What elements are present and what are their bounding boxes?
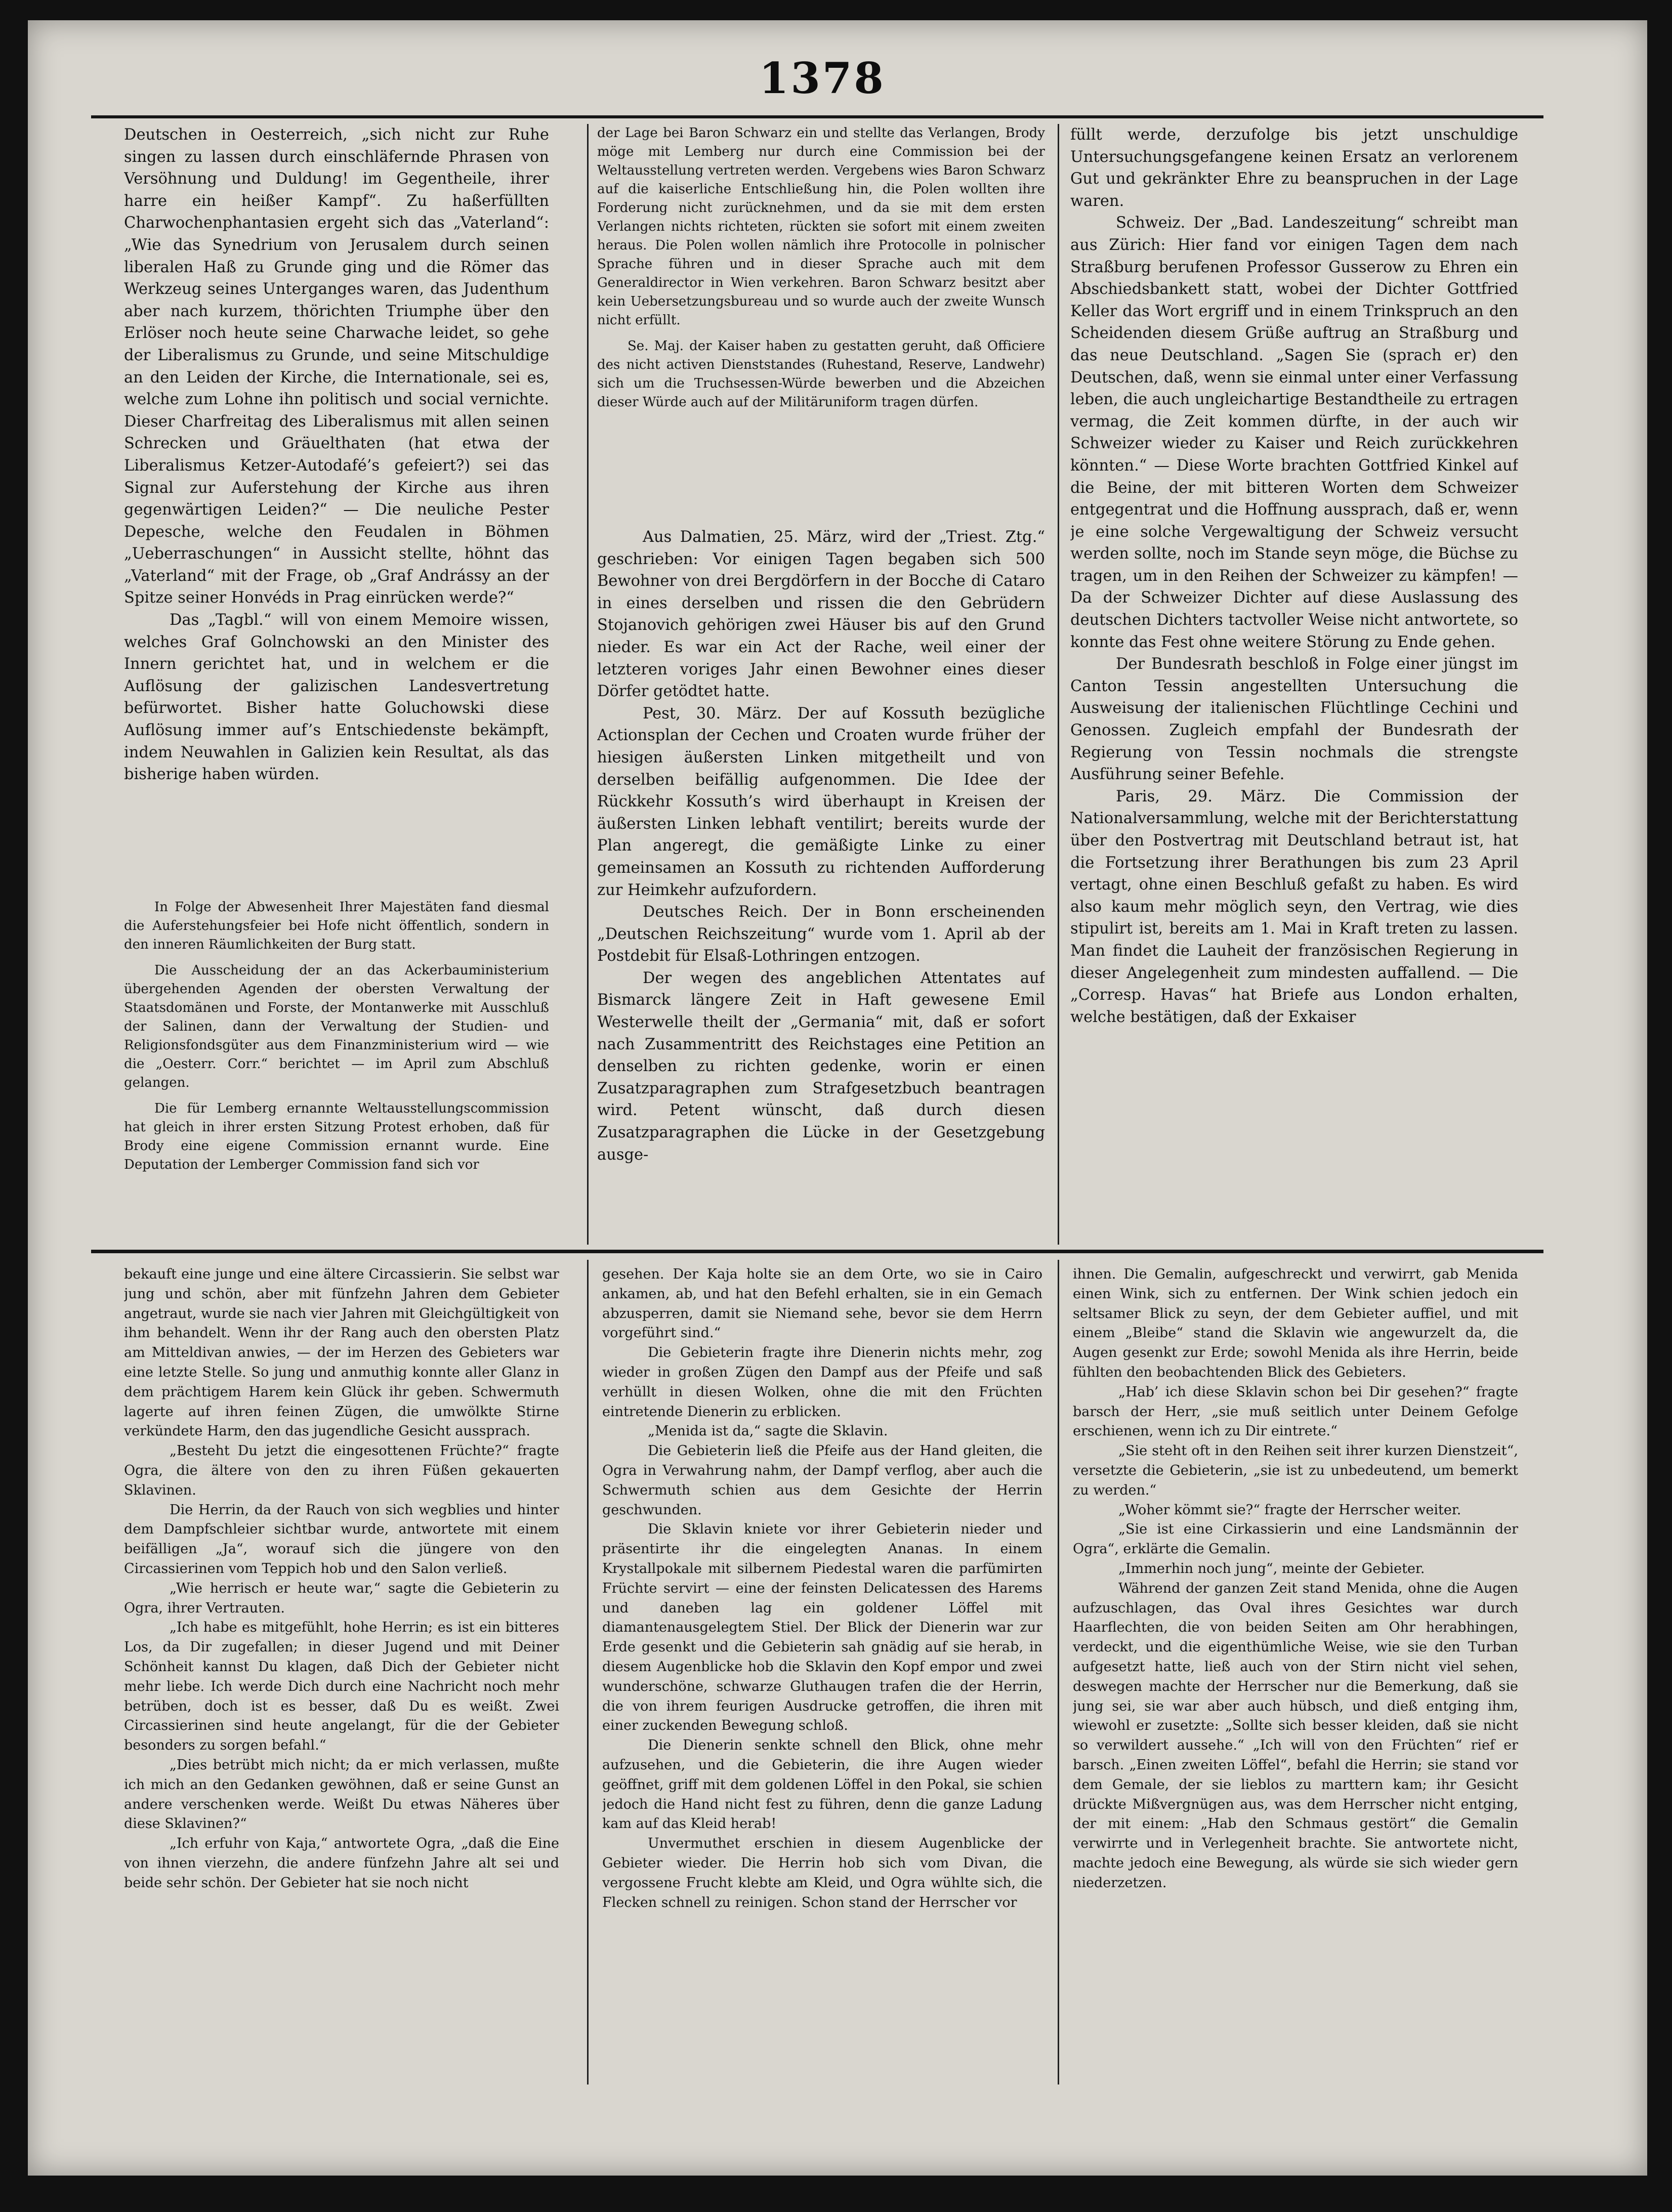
upper-column-2-notices	[597, 124, 1045, 536]
article-paragraph: füllt werde, derzufolge bis jetzt unschuldige Untersuchungsgefangene keinen Ersatz an verlorenem Gut und gekränkter Ehre zu beanspruchen in der Lage waren.	[1070, 126, 1518, 210]
upper-column-1-notices	[124, 898, 549, 1247]
upper-column-1	[124, 124, 549, 868]
feuilleton-rule	[91, 1250, 1543, 1253]
article-paragraph: Der Bundesrath beschloß in Folge einer jüngst im Canton Tessin angestellten Untersuchung die Ausweisung der italienischen Flüchtlinge Cechini und Genossen. Zugleich empfahl der Bundesrath der Regierung von Tessin nochmals die strengste Ausführung seiner Befehle.	[1070, 655, 1518, 784]
story-paragraph: Die Dienerin senkte schnell den Blick, ohne mehr aufzusehen, und die Gebieterin, die ihre Augen wieder geöffnet, griff mit dem goldenen Löffel in den Pokal, sie schien jedoch die Hand nicht fest zu führen, denn die ganze Ladung kam auf das Kleid herab!	[602, 1737, 1042, 1832]
story-paragraph: „Dies betrübt mich nicht; da er mich verlassen, mußte ich mich an den Gedanken gewöhnen, daß er seine Gunst an andere verschenken werde. Weißt Du etwas Näheres über diese Sklavinen?“	[124, 1757, 559, 1832]
column-divider	[587, 1260, 589, 2085]
story-paragraph: gesehen. Der Kaja holte sie an dem Orte, wo sie in Cairo ankamen, ab, und hat den Befehl erhalten, sie in ein Gemach abzusperren, damit sie Niemand sehe, bevor sie dem Herrn vorgeführt sind.“	[602, 1266, 1042, 1341]
article-paragraph: Deutschen in Oesterreich, „sich nicht zur Ruhe singen zu lassen durch einschläfernde Phrasen von Versöhnung und Duldung! im Gegentheile, ihrer harre ein heißer Kampf“. Zu haßerfüllten Charwochenphantasien ergeht sich das „Vaterland“: „Wie das Synedrium von Jerusalem durch seinen liberalen Haß zu Grunde ging und die Römer das Werkzeug seines Unterganges waren, das Judenthum aber nach kurzem, thörichten Triumphe über den Erlöser noch heute seine Charwache leidet, so gehe der Liberalismus zu Grunde, und seine Mitschuldige an den Leiden der Kirche, die Internationale, sei es, welche zum Lohne ihn politisch und social vernichte. Dieser Charfreitag des Liberalismus mit allen seinen Schrecken und Gräuelthaten (hat etwa der Liberalismus Ketzer-Autodafé’s gefeiert?) sei das Signal zur Auferstehung der Kirche aus ihren gegenwärtigen Leiden?“ — Die neuliche Pester Depesche, welche den Feudalen in Böhmen „Ueberraschungen“ in Aussicht stellte, höhnt das „Vaterland“ mit der Frage, ob „Graf Andrássy an der Spitze seiner Honvéds in Prag einrücken werde?“	[124, 126, 549, 607]
story-paragraph: „Woher kömmt sie?“ fragte der Herrscher weiter.	[1118, 1502, 1461, 1518]
header-rule	[91, 115, 1543, 118]
story-paragraph: Die Herrin, da der Rauch von sich wegblies und hinter dem Dampfschleier sichtbar wurde, antwortete mit einem beifälligen „Ja“, worauf sich die jüngere von den Circassierinen vom Teppich hob und den Salon verließ.	[124, 1502, 559, 1577]
story-paragraph: „Hab’ ich diese Sklavin schon bei Dir gesehen?“ fragte barsch der Herr, „sie muß seitlich unter Deinem Gefolge erschienen, wenn ich zu Dir eintrete.“	[1073, 1384, 1518, 1439]
upper-column-3	[1070, 124, 1518, 1247]
notice-paragraph: In Folge der Abwesenheit Ihrer Majestäten fand diesmal die Auferstehungsfeier bei Hofe nicht öffentlich, sondern in den inneren Räumlichkeiten der Burg statt.	[124, 900, 549, 952]
article-paragraph: Paris, 29. März. Die Commission der Nationalversammlung, welche mit der Berichterstattung über den Postvertrag mit Deutschland betraut ist, hat die Fortsetzung ihrer Berathungen bis zum 23 April vertagt, ohne einen Beschluß gefaßt zu haben. Es wird also kaum mehr möglich seyn, den Vertrag, wie dies stipulirt ist, bereits am 1. Mai in Kraft treten zu lassen. Man findet die Lauheit der französischen Regierung in dieser Angelegenheit zum mindesten auffallend. — Die „Corresp. Havas“ hat Briefe aus London erhalten, welche bestätigen, daß der Exkaiser	[1070, 787, 1518, 1026]
upper-column-2	[597, 526, 1045, 1247]
story-paragraph: Die Gebieterin fragte ihre Dienerin nichts mehr, zog wieder in großen Zügen den Dampf aus der Pfeife und saß verhüllt in diesen Wolken, ohne die mit den Früchten eintretende Dienerin zu erblicken.	[602, 1345, 1042, 1420]
column-divider	[1058, 124, 1059, 1245]
story-paragraph: „Ich habe es mitgefühlt, hohe Herrin; es ist ein bitteres Los, da Dir zugefallen; in dieser Jugend und mit Deiner Schönheit kannst Du klagen, daß Dich der Gebieter nicht mehr liebe. Ich werde Dich durch eine Nachricht noch mehr betrüben, doch ist es besser, daß Du es weißt. Zwei Circassierinen sind heute angelangt, für die der Gebieter besonders zu sorgen befahl.“	[124, 1620, 559, 1754]
story-paragraph: „Besteht Du jetzt die eingesottenen Früchte?“ fragte Ogra, die ältere von den zu ihren Füßen gekauerten Sklavinen.	[124, 1443, 559, 1498]
story-paragraph: „Ich erfuhr von Kaja,“ antwortete Ogra, „daß die Eine von ihnen vierzehn, die andere fünfzehn Jahre alt sei und beide sehr schön. Der Gebieter hat sie noch nicht	[124, 1836, 559, 1891]
story-paragraph: Während der ganzen Zeit stand Menida, ohne die Augen aufzuschlagen, das Oval ihres Gesichtes war durch Haarflechten, die von beiden Seiten am Ohr herabhingen, verdeckt, und die eigenthümliche Weise, wie sie den Turban aufgesetzt hatte, ließ auch von der Stirn nicht viel sehen, deswegen machte der Herrscher nur die Bemerkung, daß sie jung sei, sie war aber auch hübsch, und dieß entging ihm, wiewohl er zusetzte: „Sollte sich besser kleiden, daß sie nicht so verwildert aussehe.“ „Ich will von den Früchten“ rief er barsch. „Einen zweiten Löffel“, befahl die Herrin; sie stand vor dem Gemale, der sie lieblos zu marttern kam; ihr Gesicht drückte Mißvergnügen aus, was dem Herrscher nicht entging, der mit einem: „Hab den Schmaus gestört“ die Gemalin verwirrte und in Verlegenheit brachte. Sie antwortete nicht, machte jedoch eine Bewegung, als würde sie sich wieder gern niederzetzen.	[1073, 1580, 1518, 1891]
story-paragraph: „Wie herrisch er heute war,“ sagte die Gebieterin zu Ogra, ihrer Vertrauten.	[124, 1580, 559, 1616]
column-divider	[587, 124, 589, 1245]
story-paragraph: „Menida ist da,“ sagte die Sklavin.	[648, 1423, 888, 1439]
article-paragraph: Das „Tagbl.“ will von einem Memoire wissen, welches Graf Golnchowski an den Minister des Innern gerichtet hat, und in welchem er die Auflösung der galizischen Landesvertretung befürwortet. Bisher hatte Goluchowski diese Auflösung immer auf’s Entschiedenste bekämpft, indem Neuwahlen in Galizien kein Resultat, als das bisherige haben würden.	[124, 611, 549, 784]
lower-column-1	[124, 1265, 559, 2115]
notice-paragraph: Die für Lemberg ernannte Weltausstellungscommission hat gleich in ihrer ersten Sitzung Protest erhoben, daß für Brody eine eigene Commission ernannt wurde. Eine Deputation der Lemberger Commission fand sich vor	[124, 1101, 549, 1172]
story-paragraph: „Sie steht oft in den Reihen seit ihrer kurzen Dienstzeit“, versetzte die Gebieterin, „sie ist zu unbedeutend, um bemerkt zu werden.“	[1073, 1443, 1518, 1498]
article-paragraph: Pest, 30. März. Der auf Kossuth bezügliche Actionsplan der Cechen und Croaten wurde früher der hiesigen äußersten Linken mitgetheilt und von derselben beifällig aufgenommen. Die Idee der Rückkehr Kossuth’s wird überhaupt in Kreisen der äußersten Linken lebhaft ventilirt; bereits wurde der Plan angeregt, die gemäßigte Linke zu einer gemeinsamen an Kossuth zu richtenden Aufforderung zur Heimkehr aufzufordern.	[597, 704, 1045, 899]
story-paragraph: ihnen. Die Gemalin, aufgeschreckt und verwirrt, gab Menida einen Wink, sich zu entfernen. Der Wink schien jedoch ein seltsamer Blick zu seyn, der dem Gebieter auffiel, und mit einem „Bleibe“ stand die Sklavin wie angewurzelt da, die Augen gesenkt zur Erde; sowohl Menida als ihre Herrin, beide fühlten den beobachtenden Blick des Gebieters.	[1073, 1266, 1518, 1380]
notice-paragraph: der Lage bei Baron Schwarz ein und stellte das Verlangen, Brody möge mit Lemberg nur durch eine Commission bei der Weltausstellung vertreten werden. Vergebens wies Baron Schwarz auf die kaiserliche Entschließung hin, die Polen wollten ihre Forderung nicht zurücknehmen, und da sie mit dem ersten Verlangen nichts richteten, rückten sie sofort mit einem zweiten heraus. Die Polen wollen nämlich ihre Protocolle in polnischer Sprache führen und in dieser Sprache auch mit dem Generaldirector in Wien verkehren. Baron Schwarz besitzt aber kein Uebersetzungsbureau und so wurde auch der zweite Wunsch nicht erfüllt.	[597, 125, 1045, 328]
notice-paragraph: Die Ausscheidung der an das Ackerbauministerium übergehenden Agenden der obersten Verwaltung der Staatsdomänen und Forste, der Montanwerke mit Ausschluß der Salinen, dann der Verwaltung der Studien- und Religionsfondsgüter aus dem Finanzministerium wird — wie die „Oesterr. Corr.“ berichtet — im April zum Abschluß gelangen.	[124, 963, 549, 1090]
notice-paragraph: Se. Maj. der Kaiser haben zu gestatten geruht, daß Officiere des nicht activen Dienststandes (Ruhestand, Reserve, Landwehr) sich um die Truchsessen-Würde bewerben und die Abzeichen dieser Würde auch auf der Militäruniform tragen dürfen.	[597, 338, 1045, 410]
story-paragraph: bekauft eine junge und eine ältere Circassierin. Sie selbst war jung und schön, aber mit fünfzehn Jahren dem Gebieter angetraut, wurde sie nach vier Jahren mit Gleichgültigkeit von ihm behandelt. Wenn ihr der Rang auch den obersten Platz am Mitteldivan anwies, — der im Herzen des Gebieters war eine letzte Stelle. So jung und anmuthig konnte aller Glanz in dem prächtigem Harem kein Glück ihr geben. Schwermuth lagerte auf ihren feinen Zügen, die umwölkte Stirne verkündete Harm, den das jugendliche Gesicht aussprach.	[124, 1266, 559, 1439]
lower-column-3	[1073, 1265, 1518, 2115]
column-divider	[1058, 1260, 1059, 2085]
page-number: 1378	[759, 53, 886, 103]
story-paragraph: „Immerhin noch jung“, meinte der Gebieter.	[1118, 1560, 1425, 1577]
article-paragraph: Der wegen des angeblichen Attentates auf Bismarck längere Zeit in Haft gewesene Emil Westerwelle theilt der „Germania“ mit, daß er sofort nach Zusammentritt des Reichstages eine Petition an denselben zu richten gedenke, worin er einen Zusatzparagraphen zum Strafgesetzbuch beantragen wird. Petent wünscht, daß durch diesen Zusatzparagraphen die Lücke in der Gesetzgebung ausge-	[597, 969, 1045, 1164]
story-paragraph: Die Sklavin kniete vor ihrer Gebieterin nieder und präsentirte ihr die eingelegten Ananas. In einem Krystallpokale mit silbernem Piedestal waren die parfümirten Früchte servirt — eine der feinsten Delicatessen des Harems und daneben lag ein goldener Löffel mit diamantenausgelegtem Stiel. Der Blick der Dienerin war zur Erde gesenkt und die Gebieterin sah gnädig auf sie herab, in diesem Augenblicke hob die Sklavin den Kopf empor und zwei wunderschöne, schwarze Gluthaugen trafen die der Herrin, die von ihrem feurigen Ausdrucke getroffen, die ihren mit einer zuckenden Bewegung schloß.	[602, 1521, 1042, 1734]
story-paragraph: Die Gebieterin ließ die Pfeife aus der Hand gleiten, die Ogra in Verwahrung nahm, der Dampf verflog, aber auch die Schwermuth schien aus dem Gesichte der Herrin geschwunden.	[602, 1443, 1042, 1518]
article-paragraph: Deutsches Reich. Der in Bonn erscheinenden „Deutschen Reichszeitung“ wurde vom 1. April ab der Postdebit für Elsaß-Lothringen entzogen.	[597, 903, 1045, 965]
article-paragraph: Schweiz. Der „Bad. Landeszeitung“ schreibt man aus Zürich: Hier fand vor einigen Tagen dem nach Straßburg berufenen Professor Gusserow zu Ehren ein Abschiedsbankett statt, wobei der Dichter Gottfried Keller das Wort ergriff und in einem Trinkspruch an den Scheidenden diesem Grüße auftrug an Straßburg und das neue Deutschland. „Sagen Sie (sprach er) den Deutschen, daß, wenn sie einmal unter einer Verfassung leben, die auch ungleichartige Bestandtheile zu ertragen vermag, die Zeit kommen dürfte, in der auch wir Schweizer wieder zu Kaiser und Reich zurückkehren könnten.“ — Diese Worte brachten Gottfried Kinkel auf die Beine, der mit bitteren Worten dem Schweizer entgegentrat und die Hoffnung aussprach, daß er, wenn je eine solche Vergewaltigung der Schweiz versucht werden sollte, noch im Stande seyn möge, die Büchse zu tragen, um in den Reihen der Schweizer zu kämpfen! — Da der Schweizer Dichter auf diese Auslassung des deutschen Dichters tactvoller Weise nicht antwortete, so konnte das Fest ohne weitere Störung zu Ende gehen.	[1070, 214, 1518, 651]
article-paragraph: Aus Dalmatien, 25. März, wird der „Triest. Ztg.“ geschrieben: Vor einigen Tagen begaben sich 500 Bewohner von drei Bergdörfern in der Bocche di Cataro in eines derselben und rissen die den Gebrüdern Stojanovich gehörigen zwei Häuser bis auf den Grund nieder. Es war ein Act der Rache, weil einer der letzteren voriges Jahr einen Bewohner eines dieser Dörfer getödtet hatte.	[597, 528, 1045, 701]
lower-column-2	[602, 1265, 1042, 2115]
story-paragraph: Unvermuthet erschien in diesem Augenblicke der Gebieter wieder. Die Herrin hob sich vom Divan, die vergossene Frucht klebte am Kleid, und Ogra wühlte sich, die Flecken schnell zu reinigen. Schon stand der Herrscher vor	[602, 1836, 1042, 1910]
story-paragraph: „Sie ist eine Cirkassierin und eine Landsmännin der Ogra“, erklärte die Gemalin.	[1073, 1521, 1518, 1557]
